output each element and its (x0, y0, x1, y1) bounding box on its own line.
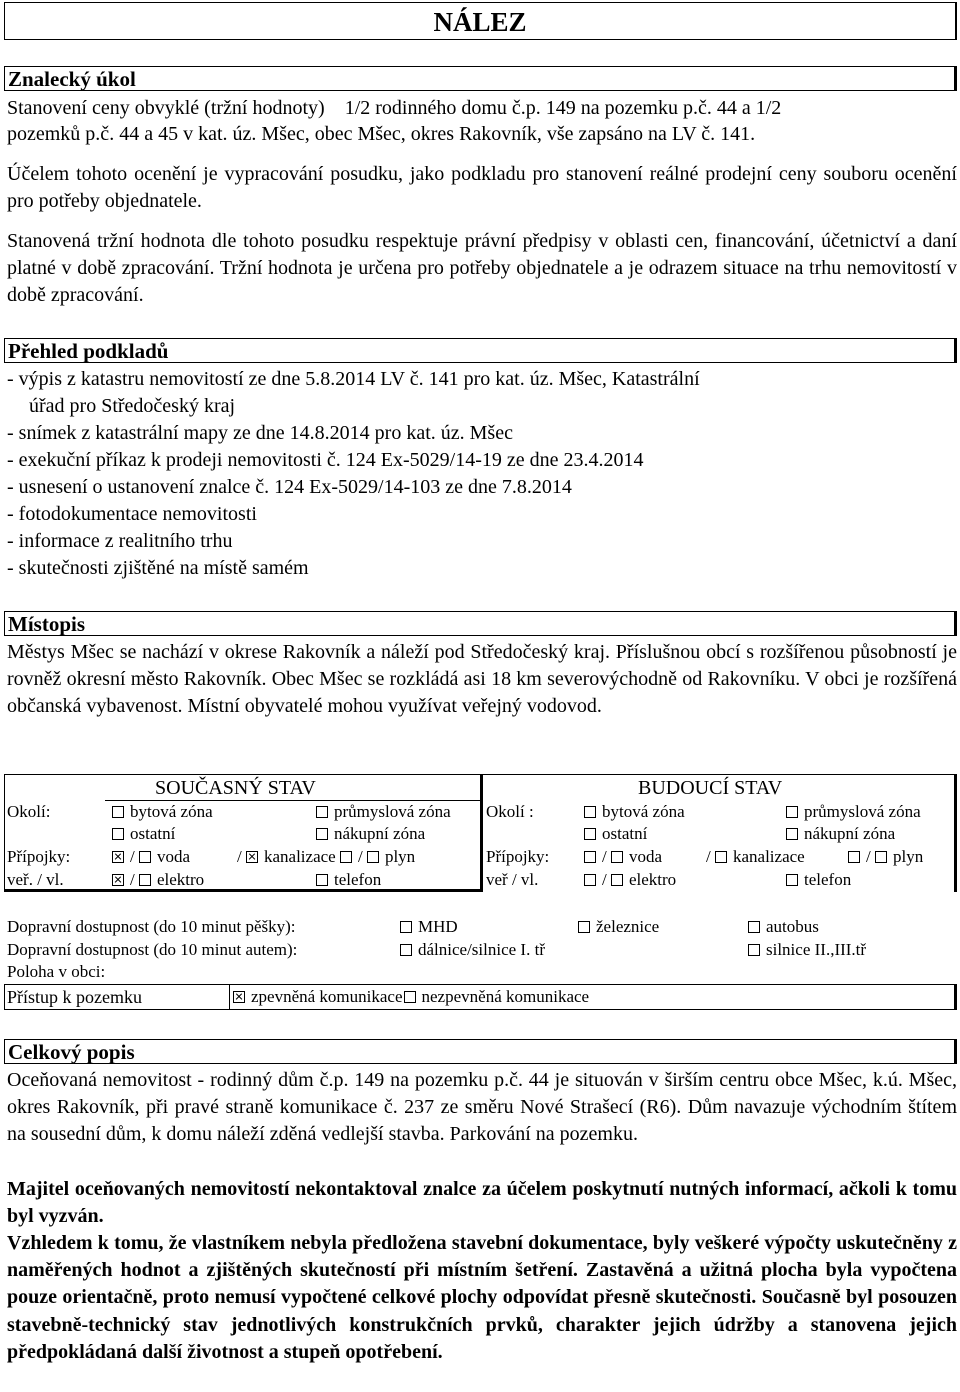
checkbox-empty-icon (848, 851, 860, 863)
current-kanalizace: / kanalizace / plyn (237, 847, 416, 866)
ver-label-future: veř / vl. (486, 870, 539, 889)
current-voda: / voda (112, 846, 190, 868)
future-bytova: bytová zóna (584, 801, 685, 823)
current-prumyslova: průmyslová zóna (316, 801, 451, 823)
checkbox-empty-icon (316, 874, 328, 886)
okoli-label: Okolí: (7, 802, 51, 821)
checkbox-empty-icon (584, 806, 596, 818)
checkbox-empty-icon (786, 806, 798, 818)
celkovy-paragraph-1: Oceňovaná nemovitost - rodinný dům č.p. 149 na pozemku p.č. 44 je situován v širším centru obce Mšec, k.ú. Mšec, okres Rakovník, při pravé straně komunikace č. 237 ze směru Nové Strašecí (R6). Dům navazuje východním štítem na sousední dům, k domu náleží zděná vedlejší stavba. Parkování na pozemku. (7, 1069, 957, 1146)
option-dalnice: dálnice/silnice I. tř (400, 939, 545, 961)
task-line-2: pozemků p.č. 44 a 45 v kat. úz. Mšec, obec Mšec, okres Rakovník, vše zapsáno na LV č. 141. (7, 123, 756, 145)
current-ostatni: ostatní (112, 823, 175, 845)
checkbox-empty-icon (786, 828, 798, 840)
checkbox-empty-icon (584, 828, 596, 840)
checkbox-empty-icon (875, 851, 887, 863)
source-item: - informace z realitního trhu (7, 530, 233, 552)
pristup-options: zpevněná komunikace nezpevněná komunikace (233, 986, 589, 1008)
celkovy-paragraph-3: Vzhledem k tomu, že vlastníkem nebyla předložena stavební dokumentace, byly veškeré výpočty uskutečněny z naměřených hodnot a zjištěných skutečností při místním šetření. Zastavěná a užitná plocha byla vypočtena pouze orientačně, proto nemusí vypočtené celkové plochy odpovídat přesně skutečnosti. Současně byl posouzen stavebně-technický stav jednotlivých konstrukčních prvků, charakter jejich údržby a stanovena jejich předpokládaná další životnost a stupeň opotřebení. (7, 1232, 957, 1363)
current-elektro: / elektro (112, 869, 204, 891)
source-item: - usnesení o ustanovení znalce č. 124 Ex-5029/14-103 ze dne 7.8.2014 (7, 476, 572, 498)
future-ostatni: ostatní (584, 823, 647, 845)
checkbox-empty-icon (340, 851, 352, 863)
section-heading-celkovy-popis: Celkový popis (4, 1039, 957, 1064)
current-nakupni: nákupní zóna (316, 823, 425, 845)
checkbox-empty-icon (715, 851, 727, 863)
option-mhd: MHD (400, 916, 458, 938)
ver-label: veř. / vl. (7, 870, 64, 889)
checkbox-checked-icon (233, 991, 245, 1003)
pristup-divider (229, 984, 230, 1010)
mistopis-paragraph: Městys Mšec se nachází v okrese Rakovník a náleží pod Středočeský kraj. Příslušnou obcí s rozšířenou působností je rovněž okresní město Rakovník. Obec Mšec se rozkládá asi 18 km severovýchodně od Rakovníku. V obci je rozšířená občanská vybavenost. Místní obyvatelé mohou využívat veřejný vodovod. (7, 641, 957, 717)
checkbox-empty-icon (611, 874, 623, 886)
checkbox-empty-icon (400, 921, 412, 933)
checkbox-checked-icon (246, 851, 258, 863)
okoli-label-future: Okolí : (486, 802, 534, 821)
option-zeleznice: železnice (578, 916, 659, 938)
future-telefon: telefon (786, 869, 851, 891)
checkbox-empty-icon (748, 944, 760, 956)
checkbox-checked-icon (112, 874, 124, 886)
checkbox-empty-icon (611, 851, 623, 863)
dostupnost-autem-label: Dopravní dostupnost (do 10 minut autem): (7, 940, 298, 959)
current-state-title: SOUČASNÝ STAV (155, 777, 316, 799)
source-item: - výpis z katastru nemovitostí ze dne 5.8.2014 LV č. 141 pro kat. úz. Mšec, Katastrální (7, 368, 700, 390)
section-heading-mistopis: Místopis (4, 611, 957, 636)
checkbox-empty-icon (400, 944, 412, 956)
checkbox-empty-icon (584, 874, 596, 886)
checkbox-empty-icon (112, 806, 124, 818)
future-plyn: / plyn (848, 846, 923, 868)
checkbox-empty-icon (139, 874, 151, 886)
future-elektro: / elektro (584, 869, 676, 891)
section-heading-podklady: Přehled podkladů (4, 338, 957, 363)
task-line-1: Stanovení ceny obvyklé (tržní hodnoty) 1/2 rodinného domu č.p. 149 na pozemku p.č. 44 a 1/2 (7, 97, 782, 119)
page-title: NÁLEZ (4, 2, 957, 40)
checkbox-empty-icon (316, 806, 328, 818)
checkbox-empty-icon (316, 828, 328, 840)
pripojky-label-future: Přípojky: (486, 847, 550, 866)
current-telefon: telefon (316, 869, 381, 891)
source-item: - skutečnosti zjištěné na místě samém (7, 557, 309, 579)
checkbox-empty-icon (404, 991, 416, 1003)
option-silnice: silnice II.,III.tř (748, 939, 866, 961)
checkbox-empty-icon (748, 921, 760, 933)
poloha-label: Poloha v obci: (7, 962, 106, 981)
future-nakupni: nákupní zóna (786, 823, 895, 845)
section-heading-znalecky-ukol: Znalecký úkol (4, 66, 957, 91)
checkbox-empty-icon (112, 828, 124, 840)
source-item: - exekuční příkaz k prodeji nemovitosti č. 124 Ex-5029/14-19 ze dne 23.4.2014 (7, 449, 644, 471)
checkbox-empty-icon (139, 851, 151, 863)
checkbox-empty-icon (584, 851, 596, 863)
source-item: - snímek z katastrální mapy ze dne 14.8.2014 pro kat. úz. Mšec (7, 422, 513, 444)
option-autobus: autobus (748, 916, 819, 938)
celkovy-paragraph-2: Majitel oceňovaných nemovitostí nekontaktoval znalce za účelem poskytnutí nutných informací, ačkoli k tomu byl vyzván. (7, 1178, 957, 1228)
current-bytova: bytová zóna (112, 801, 213, 823)
checkbox-empty-icon (786, 874, 798, 886)
future-voda: / voda (584, 846, 662, 868)
source-item: - fotodokumentace nemovitosti (7, 503, 257, 525)
checkbox-empty-icon (367, 851, 379, 863)
source-item: úřad pro Středočeský kraj (19, 395, 236, 417)
future-kanalizace: / kanalizace (706, 847, 805, 866)
valuation-paragraph: Stanovená tržní hodnota dle tohoto posudku respektuje právní předpisy v oblasti cen, financování, účetnictví a daní platné v době zpracování. Tržní hodnota je určena pro potřeby objednatele a je odrazem situace na trhu nemovitostí v době zpracování. (7, 230, 957, 306)
checkbox-empty-icon (578, 921, 590, 933)
future-prumyslova: průmyslová zóna (786, 801, 921, 823)
dostupnost-pesky-label: Dopravní dostupnost (do 10 minut pěšky): (7, 917, 296, 936)
pristup-label: Přístup k pozemku (7, 987, 142, 1007)
purpose-paragraph: Účelem tohoto ocenění je vypracování posudku, jako podkladu pro stanovení reálné prodejní ceny souboru ocenění pro potřeby objednatele. (7, 163, 957, 212)
checkbox-checked-icon (112, 851, 124, 863)
pripojky-label: Přípojky: (7, 847, 71, 866)
future-state-title: BUDOUCÍ STAV (638, 777, 783, 799)
